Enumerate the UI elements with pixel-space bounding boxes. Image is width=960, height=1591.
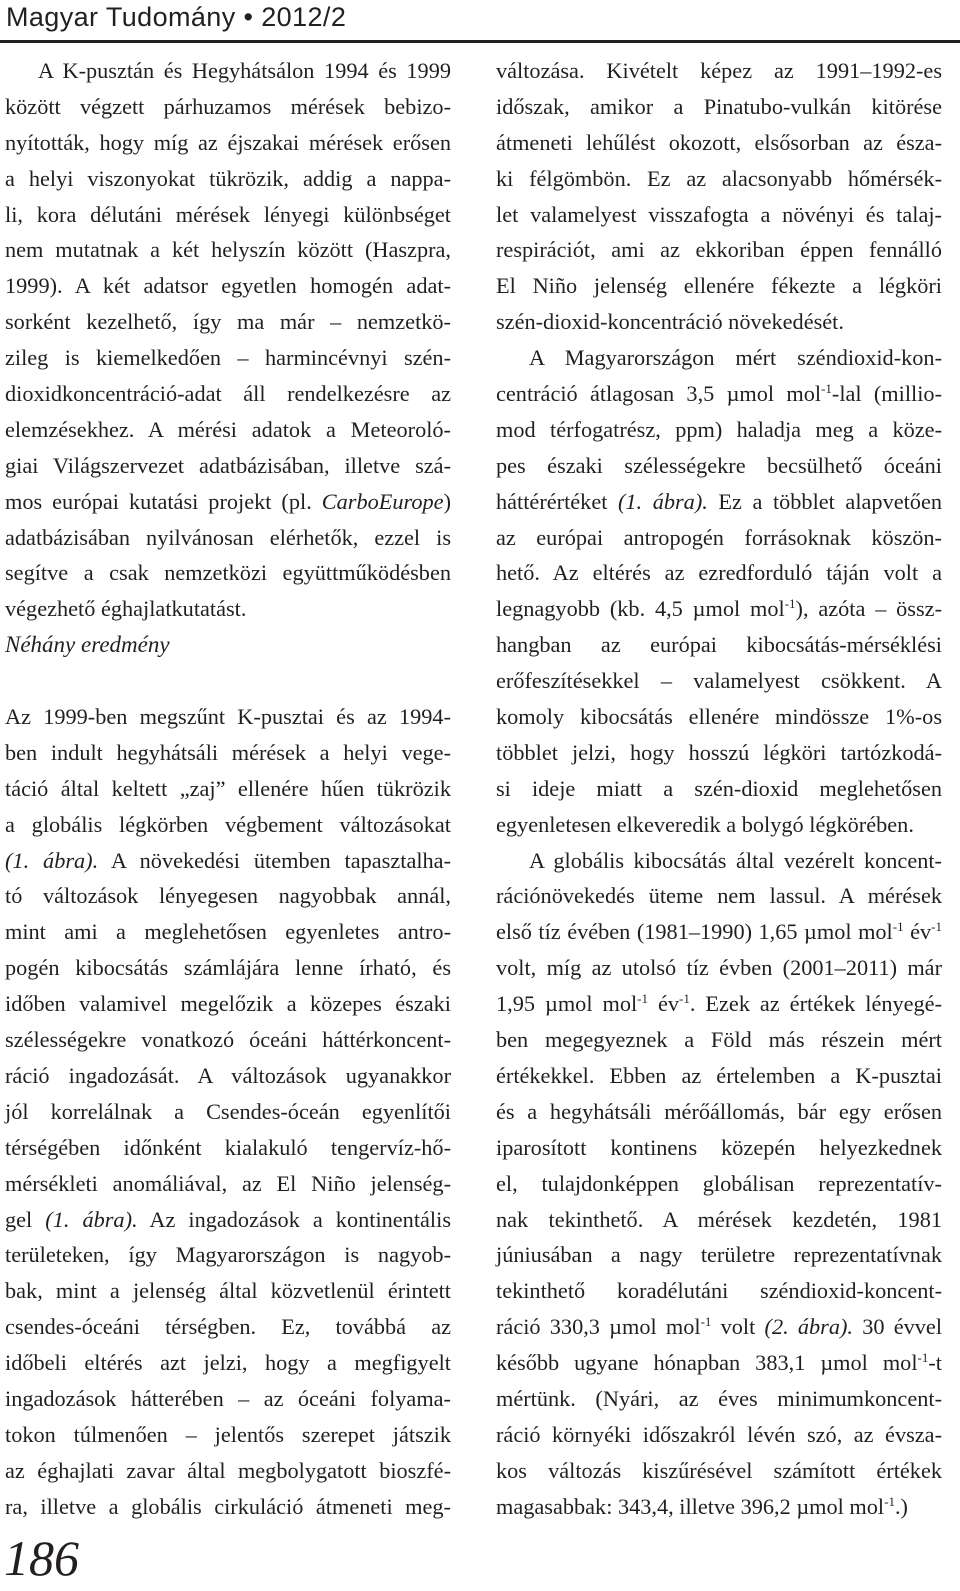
header-rule: [0, 40, 960, 43]
text-line: végezhető éghajlatkutatást.: [5, 596, 247, 622]
text-line: a helyi viszonyokat tükrözik, addig a nappa-: [5, 165, 451, 191]
text-line: tekinthető koradélutáni széndioxid-koncent-: [496, 1278, 942, 1304]
text-run: ), azóta – össz-: [795, 596, 942, 622]
text-line: mint ami a meglehetősen egyenletes antro-: [5, 919, 451, 945]
text-line: [496, 914, 942, 950]
text-line: bak, mint a jelenség által közvetlenül érintett: [5, 1278, 451, 1304]
text-line: A K-pusztán és Hegyhátsálon 1994 és 1999: [38, 58, 451, 83]
text-line: [496, 986, 942, 1022]
text-line: ráció környéki időszakról lévén szó, az évsza-: [496, 1421, 942, 1447]
text-run: volt: [711, 1314, 765, 1340]
superscript: -1: [892, 919, 904, 935]
text-run: ): [443, 488, 451, 514]
superscript: -1: [637, 991, 649, 1007]
text-line: [496, 1345, 942, 1381]
text-line: változása. Kivételt képez az 1991–1992-es: [496, 58, 942, 83]
text-line: [496, 1309, 942, 1345]
text-line: térségében időnként kialakuló tengervíz-hő-: [5, 1134, 451, 1160]
text-run: A növekedési ütemben tapasztalha-: [98, 847, 452, 873]
text-line: [5, 843, 451, 879]
text-line: jól korrelálnak a Csendes-óceán egyenlítői: [5, 1098, 451, 1124]
text-line: időben valamivel megelőzik a közepes északi: [5, 991, 451, 1017]
superscript: -1: [700, 1314, 712, 1330]
text-line: zileg is kiemelkedően – harmincévnyi szén-: [5, 345, 451, 371]
text-line: A Magyarországon mért széndioxid-kon-: [529, 345, 942, 371]
text-run: legnagyobb (kb. 4,5 µmol mol: [496, 596, 785, 622]
text-line: Az 1999-ben megszűnt K-pusztai és az 1994-: [5, 704, 451, 730]
text-line: komoly kibocsátás ellenére mindössze 1%-os: [496, 704, 942, 730]
text-line: volt, míg az utolsó tíz évben (2001–2011) már: [496, 955, 942, 981]
text-line: és a hegyhátsáli mérőállomás, bár egy erősen: [496, 1098, 942, 1124]
text-run: -t: [928, 1350, 942, 1376]
text-line: mértünk. (Nyári, az éves minimumkoncent-: [496, 1385, 942, 1411]
text-line: ráció ingadozását. A változások ugyanakkor: [5, 1062, 451, 1088]
journal-header: Magyar Tudomány • 2012/2: [6, 2, 347, 32]
text-line: többlet jelzi, hogy hosszú légköri tartózkodá-: [496, 739, 942, 765]
text-line: el, tulajdonképpen globálisan reprezentatív-: [496, 1170, 942, 1196]
text-line: let valamelyest visszafogta a növényi és talaj-: [496, 201, 942, 227]
text-line: [496, 591, 942, 627]
text-line: [496, 484, 942, 520]
right-column: [496, 53, 942, 1525]
text-line: időbeli eltérés azt jelzi, hogy a megfigyelt: [5, 1350, 451, 1376]
text-line: hető. Az eltérés az ezredforduló táján volt a: [496, 560, 942, 586]
figure-reference: (1. ábra).: [45, 1206, 138, 1232]
left-column: [5, 53, 451, 1525]
text-run: év: [903, 919, 932, 945]
figure-reference: (2. ábra).: [764, 1314, 854, 1340]
text-run: 1,95 µmol mol: [496, 991, 638, 1017]
text-run: . Ezek az értékek lényegé-: [689, 991, 943, 1017]
text-line: si ideje miatt a szén-dioxid meglehetősen: [496, 775, 942, 801]
text-run: háttérértéket: [496, 488, 618, 514]
text-line: értékekkel. Ebben az értelemben a K-pusztai: [496, 1062, 942, 1088]
text-line: adatbázisában nyilvánosan elérhetők, ezzel is: [5, 524, 451, 550]
superscript: -1: [917, 1350, 929, 1366]
superscript: -1: [821, 381, 832, 397]
text-run: később ugyane hónapban 383,1 µmol mol: [496, 1350, 918, 1376]
text-run: Ez a többlet alapvetően: [707, 488, 943, 514]
text-line: mérsékleti anomáliával, az El Niño jelenség-: [5, 1170, 451, 1196]
text-line: ingadozások hátterében – az óceáni folyama-: [5, 1385, 451, 1411]
text-run: gel: [5, 1206, 46, 1232]
text-run: -lal (millio-: [831, 381, 943, 407]
figure-reference: (1. ábra).: [5, 847, 99, 873]
text-run: 30 évvel: [853, 1314, 943, 1340]
text-line: dioxidkoncentráció-adat áll rendelkezésre az: [5, 381, 451, 407]
text-run: év: [648, 991, 680, 1017]
text-line: között végzett párhuzamos mérések bebizo-: [5, 93, 451, 119]
text-line: kos változás kiszűrésével számított értékek: [496, 1457, 942, 1483]
superscript: -1: [931, 919, 942, 935]
text-line: hangban az európai kibocsátás-mérséklési: [496, 632, 942, 658]
text-line: erőfeszítésekkel – valamelyest csökkent. A: [496, 668, 942, 694]
text-line: [5, 1202, 451, 1238]
text-line: iparosított kontinens közepén helyezkednek: [496, 1134, 942, 1160]
text-run: magasabbak: 343,4, illetve 396,2 µmol mol: [496, 1493, 885, 1519]
figure-reference: (1. ábra).: [617, 488, 708, 514]
text-line: egyenletesen elkeveredik a bolygó légkörében.: [496, 811, 914, 837]
text-line: 1999). A két adatsor egyetlen homogén adat-: [5, 273, 451, 299]
superscript: -1: [784, 596, 796, 612]
text-run: Az ingadozások a kontinentális: [137, 1206, 451, 1232]
text-line: táció által keltett „zaj” ellenére hűen tükrözik: [5, 775, 451, 801]
text-run: centráció átlagosan 3,5 µmol mol: [496, 381, 822, 407]
text-line: ra, illetve a globális cirkuláció átmeneti meg-: [5, 1493, 451, 1519]
page-number: 186: [4, 1530, 79, 1586]
superscript: -1: [884, 1493, 895, 1509]
text-line: [5, 484, 451, 520]
text-line: átmeneti lehűlést okozott, elsősorban az észa-: [496, 129, 942, 155]
text-line: szélességekre vonatkozó óceáni háttérkoncent-: [5, 1027, 451, 1053]
text-line: giai Világszervezet adatbázisában, illetve szá-: [5, 452, 451, 478]
text-line: respirációt, ami az ekkoriban éppen fennálló: [496, 237, 942, 263]
text-line: [496, 1489, 942, 1525]
text-run: .): [894, 1493, 908, 1519]
text-run: mos európai kutatási projekt (pl.: [5, 488, 322, 514]
text-line: rációnövekedés üteme nem lassul. A mérések: [496, 883, 942, 909]
section-heading: Néhány eredmény: [5, 632, 170, 658]
text-line: ben megegyeznek a Föld más részein mért: [496, 1027, 942, 1053]
text-line: segítve a csak nemzetközi együttműködésben: [5, 560, 451, 586]
text-line: az európai antropogén forrásoknak köszön-: [496, 524, 942, 550]
text-line: El Niño jelenség ellenére fékezte a légköri: [496, 273, 942, 299]
project-name: CarboEurope: [321, 488, 444, 514]
text-line: A globális kibocsátás által vezérelt koncent-: [529, 847, 942, 873]
text-line: a globális légkörben végbement változásokat: [5, 811, 451, 837]
text-line: az éghajlati zavar által megbolygatott bioszfé-: [5, 1457, 451, 1483]
text-line: elemzésekhez. A mérési adatok a Meteoroló-: [5, 416, 451, 442]
text-line: tokon túlmenően – jelentős szerepet játszik: [5, 1421, 451, 1447]
heading-spacer: [5, 663, 451, 699]
text-line: ki félgömbön. Ez az alacsonyabb hőmérsék-: [496, 165, 942, 191]
text-line: szén-dioxid-koncentráció növekedését.: [496, 309, 844, 335]
text-line: júniusában a nagy területre reprezentatívnak: [496, 1242, 942, 1268]
text-line: nem mutatnak a két helyszín között (Haszpra,: [5, 237, 451, 263]
text-line: mod térfogatrész, ppm) haladja meg a köze-: [496, 416, 942, 442]
text-line: li, kora délutáni mérések lényegi különbséget: [5, 201, 451, 227]
text-run: ráció 330,3 µmol mol: [496, 1314, 701, 1340]
text-line: területeken, így Magyarországon is nagyob-: [5, 1242, 451, 1268]
superscript: -1: [679, 991, 690, 1007]
text-line: [496, 376, 942, 412]
text-line: ben indult hegyhátsáli mérések a helyi vege-: [5, 739, 451, 765]
text-line: nyították, hogy míg az éjszakai mérések erősen: [5, 129, 451, 155]
text-run: első tíz évében (1981–1990) 1,65 µmol mol: [496, 919, 893, 945]
text-line: pogén kibocsátás számlájára lenne írható, és: [5, 955, 451, 981]
text-line: nak tekinthető. A mérések kezdetén, 1981: [496, 1206, 942, 1232]
text-line: pes északi szélességekre becsülhető óceáni: [496, 452, 942, 478]
text-line: sorként kezelhető, így ma már – nemzetkö-: [5, 309, 451, 335]
text-line: időszak, amikor a Pinatubo-vulkán kitörése: [496, 93, 942, 119]
text-line: csendes-óceáni térségben. Ez, továbbá az: [5, 1314, 451, 1340]
text-line: tó változások lényegesen nagyobbak annál,: [5, 883, 451, 909]
